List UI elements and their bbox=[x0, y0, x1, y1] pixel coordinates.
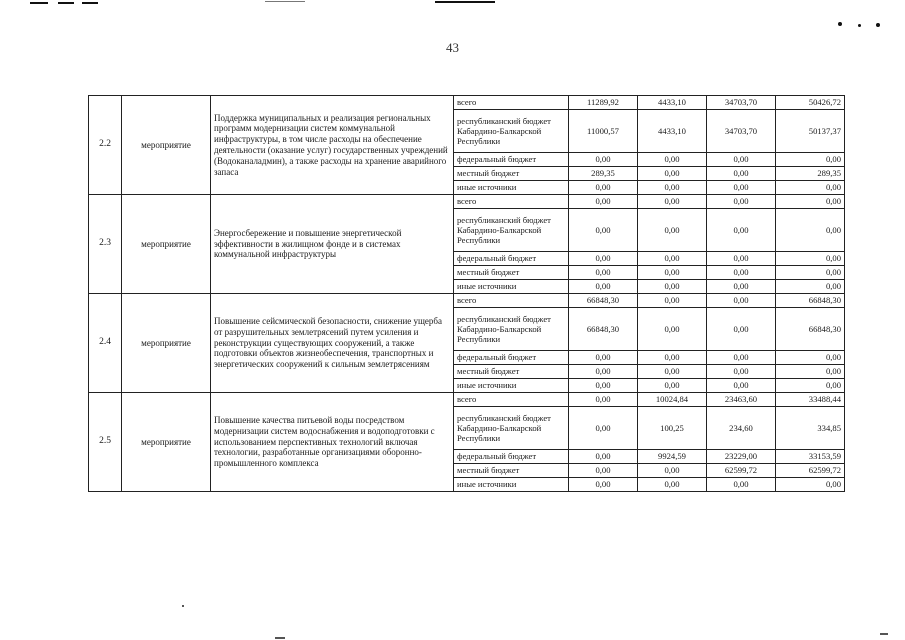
funding-value-col-1: 0,00 bbox=[569, 450, 638, 464]
funding-value-col-3: 0,00 bbox=[707, 280, 776, 294]
funding-value-col-1: 0,00 bbox=[569, 280, 638, 294]
funding-value-col-4: 0,00 bbox=[776, 478, 845, 492]
funding-value-col-3: 234,60 bbox=[707, 407, 776, 450]
funding-value-col-2: 9924,59 bbox=[638, 450, 707, 464]
funding-value-col-3: 62599,72 bbox=[707, 464, 776, 478]
funding-value-col-1: 0,00 bbox=[569, 153, 638, 167]
funding-value-col-1: 0,00 bbox=[569, 195, 638, 209]
funding-value-col-4: 0,00 bbox=[776, 195, 845, 209]
funding-value-col-2: 0,00 bbox=[638, 308, 707, 351]
funding-value-col-4: 50137,37 bbox=[776, 110, 845, 153]
funding-value-col-4: 0,00 bbox=[776, 209, 845, 252]
funding-source-label: иные источники bbox=[454, 181, 569, 195]
scan-mark-top-center bbox=[265, 1, 305, 2]
item-description: Повышение сейсмической безопасности, снижение ущерба от разрушительных землетрясений путем усиления и реконструкции существующих сооружений, а также подготовки объектов жизнеобеспечения, транспортных и энергетических сооружений к сильным землетрясениям bbox=[211, 294, 454, 393]
funding-value-col-1: 11000,57 bbox=[569, 110, 638, 153]
funding-source-label: республиканский бюджет Кабардино-Балкарской Республики bbox=[454, 407, 569, 450]
budget-table bbox=[88, 95, 845, 492]
funding-value-col-4: 334,85 bbox=[776, 407, 845, 450]
item-number: 2.5 bbox=[89, 393, 122, 492]
funding-value-col-3: 34703,70 bbox=[707, 110, 776, 153]
scan-speck-3 bbox=[275, 637, 285, 639]
scan-dot-2 bbox=[858, 24, 861, 27]
funding-value-col-4: 0,00 bbox=[776, 280, 845, 294]
funding-value-col-4: 0,00 bbox=[776, 351, 845, 365]
table-row bbox=[89, 294, 845, 308]
funding-value-col-2: 0,00 bbox=[638, 195, 707, 209]
funding-value-col-1: 0,00 bbox=[569, 393, 638, 407]
funding-value-col-1: 0,00 bbox=[569, 209, 638, 252]
funding-value-col-2: 0,00 bbox=[638, 464, 707, 478]
item-number: 2.3 bbox=[89, 195, 122, 294]
funding-value-col-2: 0,00 bbox=[638, 351, 707, 365]
funding-value-col-3: 0,00 bbox=[707, 195, 776, 209]
funding-value-col-1: 0,00 bbox=[569, 478, 638, 492]
funding-source-label: иные источники bbox=[454, 379, 569, 393]
funding-source-label: всего bbox=[454, 96, 569, 110]
funding-source-label: республиканский бюджет Кабардино-Балкарской Республики bbox=[454, 209, 569, 252]
funding-value-col-3: 0,00 bbox=[707, 181, 776, 195]
scan-mark-top-left-2 bbox=[58, 2, 74, 4]
funding-value-col-3: 0,00 bbox=[707, 153, 776, 167]
funding-value-col-3: 0,00 bbox=[707, 266, 776, 280]
funding-value-col-1: 11289,92 bbox=[569, 96, 638, 110]
funding-value-col-1: 289,35 bbox=[569, 167, 638, 181]
funding-value-col-1: 0,00 bbox=[569, 252, 638, 266]
item-description: Повышение качества питьевой воды посредством модернизации систем водоснабжения и водоподготовки с использованием перспективных технологий включая технологии, разработанные организациями оборонно-промышленного комплекса bbox=[211, 393, 454, 492]
item-type: мероприятие bbox=[122, 195, 211, 294]
funding-value-col-2: 0,00 bbox=[638, 294, 707, 308]
funding-value-col-1: 0,00 bbox=[569, 464, 638, 478]
funding-value-col-4: 66848,30 bbox=[776, 294, 845, 308]
funding-value-col-3: 34703,70 bbox=[707, 96, 776, 110]
funding-value-col-2: 100,25 bbox=[638, 407, 707, 450]
funding-source-label: республиканский бюджет Кабардино-Балкарской Республики bbox=[454, 110, 569, 153]
item-description: Энергосбережение и повышение энергетической эффективности в жилищном фонде и в системах коммунальной инфраструктуры bbox=[211, 195, 454, 294]
scan-dot-1 bbox=[838, 22, 842, 26]
scan-speck-2 bbox=[880, 633, 888, 635]
funding-value-col-4: 0,00 bbox=[776, 365, 845, 379]
scan-mark-top-left bbox=[30, 2, 48, 4]
page-number: 43 bbox=[446, 40, 459, 55]
funding-value-col-2: 0,00 bbox=[638, 181, 707, 195]
funding-value-col-1: 0,00 bbox=[569, 407, 638, 450]
funding-value-col-2: 0,00 bbox=[638, 365, 707, 379]
funding-source-label: местный бюджет bbox=[454, 464, 569, 478]
funding-value-col-4: 0,00 bbox=[776, 266, 845, 280]
funding-value-col-2: 4433,10 bbox=[638, 110, 707, 153]
funding-value-col-3: 23229,00 bbox=[707, 450, 776, 464]
funding-value-col-4: 50426,72 bbox=[776, 96, 845, 110]
funding-value-col-1: 0,00 bbox=[569, 266, 638, 280]
funding-value-col-2: 0,00 bbox=[638, 280, 707, 294]
scan-mark-top-left-3 bbox=[82, 2, 98, 4]
funding-value-col-2: 0,00 bbox=[638, 252, 707, 266]
funding-value-col-4: 0,00 bbox=[776, 181, 845, 195]
table-row bbox=[89, 195, 845, 209]
scan-dot-3 bbox=[876, 23, 880, 27]
funding-value-col-4: 0,00 bbox=[776, 252, 845, 266]
funding-source-label: федеральный бюджет bbox=[454, 450, 569, 464]
funding-value-col-1: 66848,30 bbox=[569, 308, 638, 351]
funding-value-col-4: 33488,44 bbox=[776, 393, 845, 407]
funding-value-col-3: 0,00 bbox=[707, 351, 776, 365]
item-type: мероприятие bbox=[122, 393, 211, 492]
funding-value-col-1: 0,00 bbox=[569, 379, 638, 393]
funding-value-col-3: 0,00 bbox=[707, 478, 776, 492]
funding-value-col-1: 0,00 bbox=[569, 181, 638, 195]
funding-value-col-4: 0,00 bbox=[776, 153, 845, 167]
funding-value-col-2: 0,00 bbox=[638, 478, 707, 492]
funding-value-col-1: 66848,30 bbox=[569, 294, 638, 308]
scan-speck-1 bbox=[182, 605, 184, 607]
funding-value-col-3: 23463,60 bbox=[707, 393, 776, 407]
funding-value-col-4: 289,35 bbox=[776, 167, 845, 181]
funding-value-col-2: 0,00 bbox=[638, 167, 707, 181]
funding-source-label: всего bbox=[454, 294, 569, 308]
item-type: мероприятие bbox=[122, 96, 211, 195]
funding-value-col-4: 33153,59 bbox=[776, 450, 845, 464]
funding-value-col-3: 0,00 bbox=[707, 308, 776, 351]
item-number: 2.4 bbox=[89, 294, 122, 393]
funding-source-label: всего bbox=[454, 393, 569, 407]
funding-value-col-3: 0,00 bbox=[707, 209, 776, 252]
funding-source-label: федеральный бюджет bbox=[454, 351, 569, 365]
item-type: мероприятие bbox=[122, 294, 211, 393]
funding-source-label: иные источники bbox=[454, 478, 569, 492]
item-description: Поддержка муниципальных и реализация региональных программ модернизации систем коммунальной инфраструктуры, в том числе расходы на обеспечение деятельности (оказание услуг) государственных учреждений (Водоканаладмин), а также расходы на хранение аварийного запаса bbox=[211, 96, 454, 195]
table-row bbox=[89, 393, 845, 407]
scan-mark-top-center-2 bbox=[435, 1, 495, 3]
funding-value-col-4: 62599,72 bbox=[776, 464, 845, 478]
funding-value-col-3: 0,00 bbox=[707, 294, 776, 308]
funding-source-label: местный бюджет bbox=[454, 167, 569, 181]
item-number: 2.2 bbox=[89, 96, 122, 195]
funding-source-label: всего bbox=[454, 195, 569, 209]
funding-value-col-2: 0,00 bbox=[638, 209, 707, 252]
funding-value-col-1: 0,00 bbox=[569, 351, 638, 365]
funding-source-label: федеральный бюджет bbox=[454, 252, 569, 266]
funding-source-label: иные источники bbox=[454, 280, 569, 294]
funding-source-label: местный бюджет bbox=[454, 365, 569, 379]
funding-value-col-2: 0,00 bbox=[638, 153, 707, 167]
funding-source-label: республиканский бюджет Кабардино-Балкарской Республики bbox=[454, 308, 569, 351]
funding-value-col-2: 0,00 bbox=[638, 266, 707, 280]
funding-value-col-4: 66848,30 bbox=[776, 308, 845, 351]
table-row bbox=[89, 96, 845, 110]
funding-source-label: местный бюджет bbox=[454, 266, 569, 280]
funding-value-col-4: 0,00 bbox=[776, 379, 845, 393]
funding-value-col-3: 0,00 bbox=[707, 167, 776, 181]
funding-value-col-2: 4433,10 bbox=[638, 96, 707, 110]
funding-value-col-1: 0,00 bbox=[569, 365, 638, 379]
funding-value-col-3: 0,00 bbox=[707, 365, 776, 379]
funding-value-col-2: 0,00 bbox=[638, 379, 707, 393]
funding-value-col-3: 0,00 bbox=[707, 252, 776, 266]
funding-source-label: федеральный бюджет bbox=[454, 153, 569, 167]
funding-value-col-3: 0,00 bbox=[707, 379, 776, 393]
funding-value-col-2: 10024,84 bbox=[638, 393, 707, 407]
